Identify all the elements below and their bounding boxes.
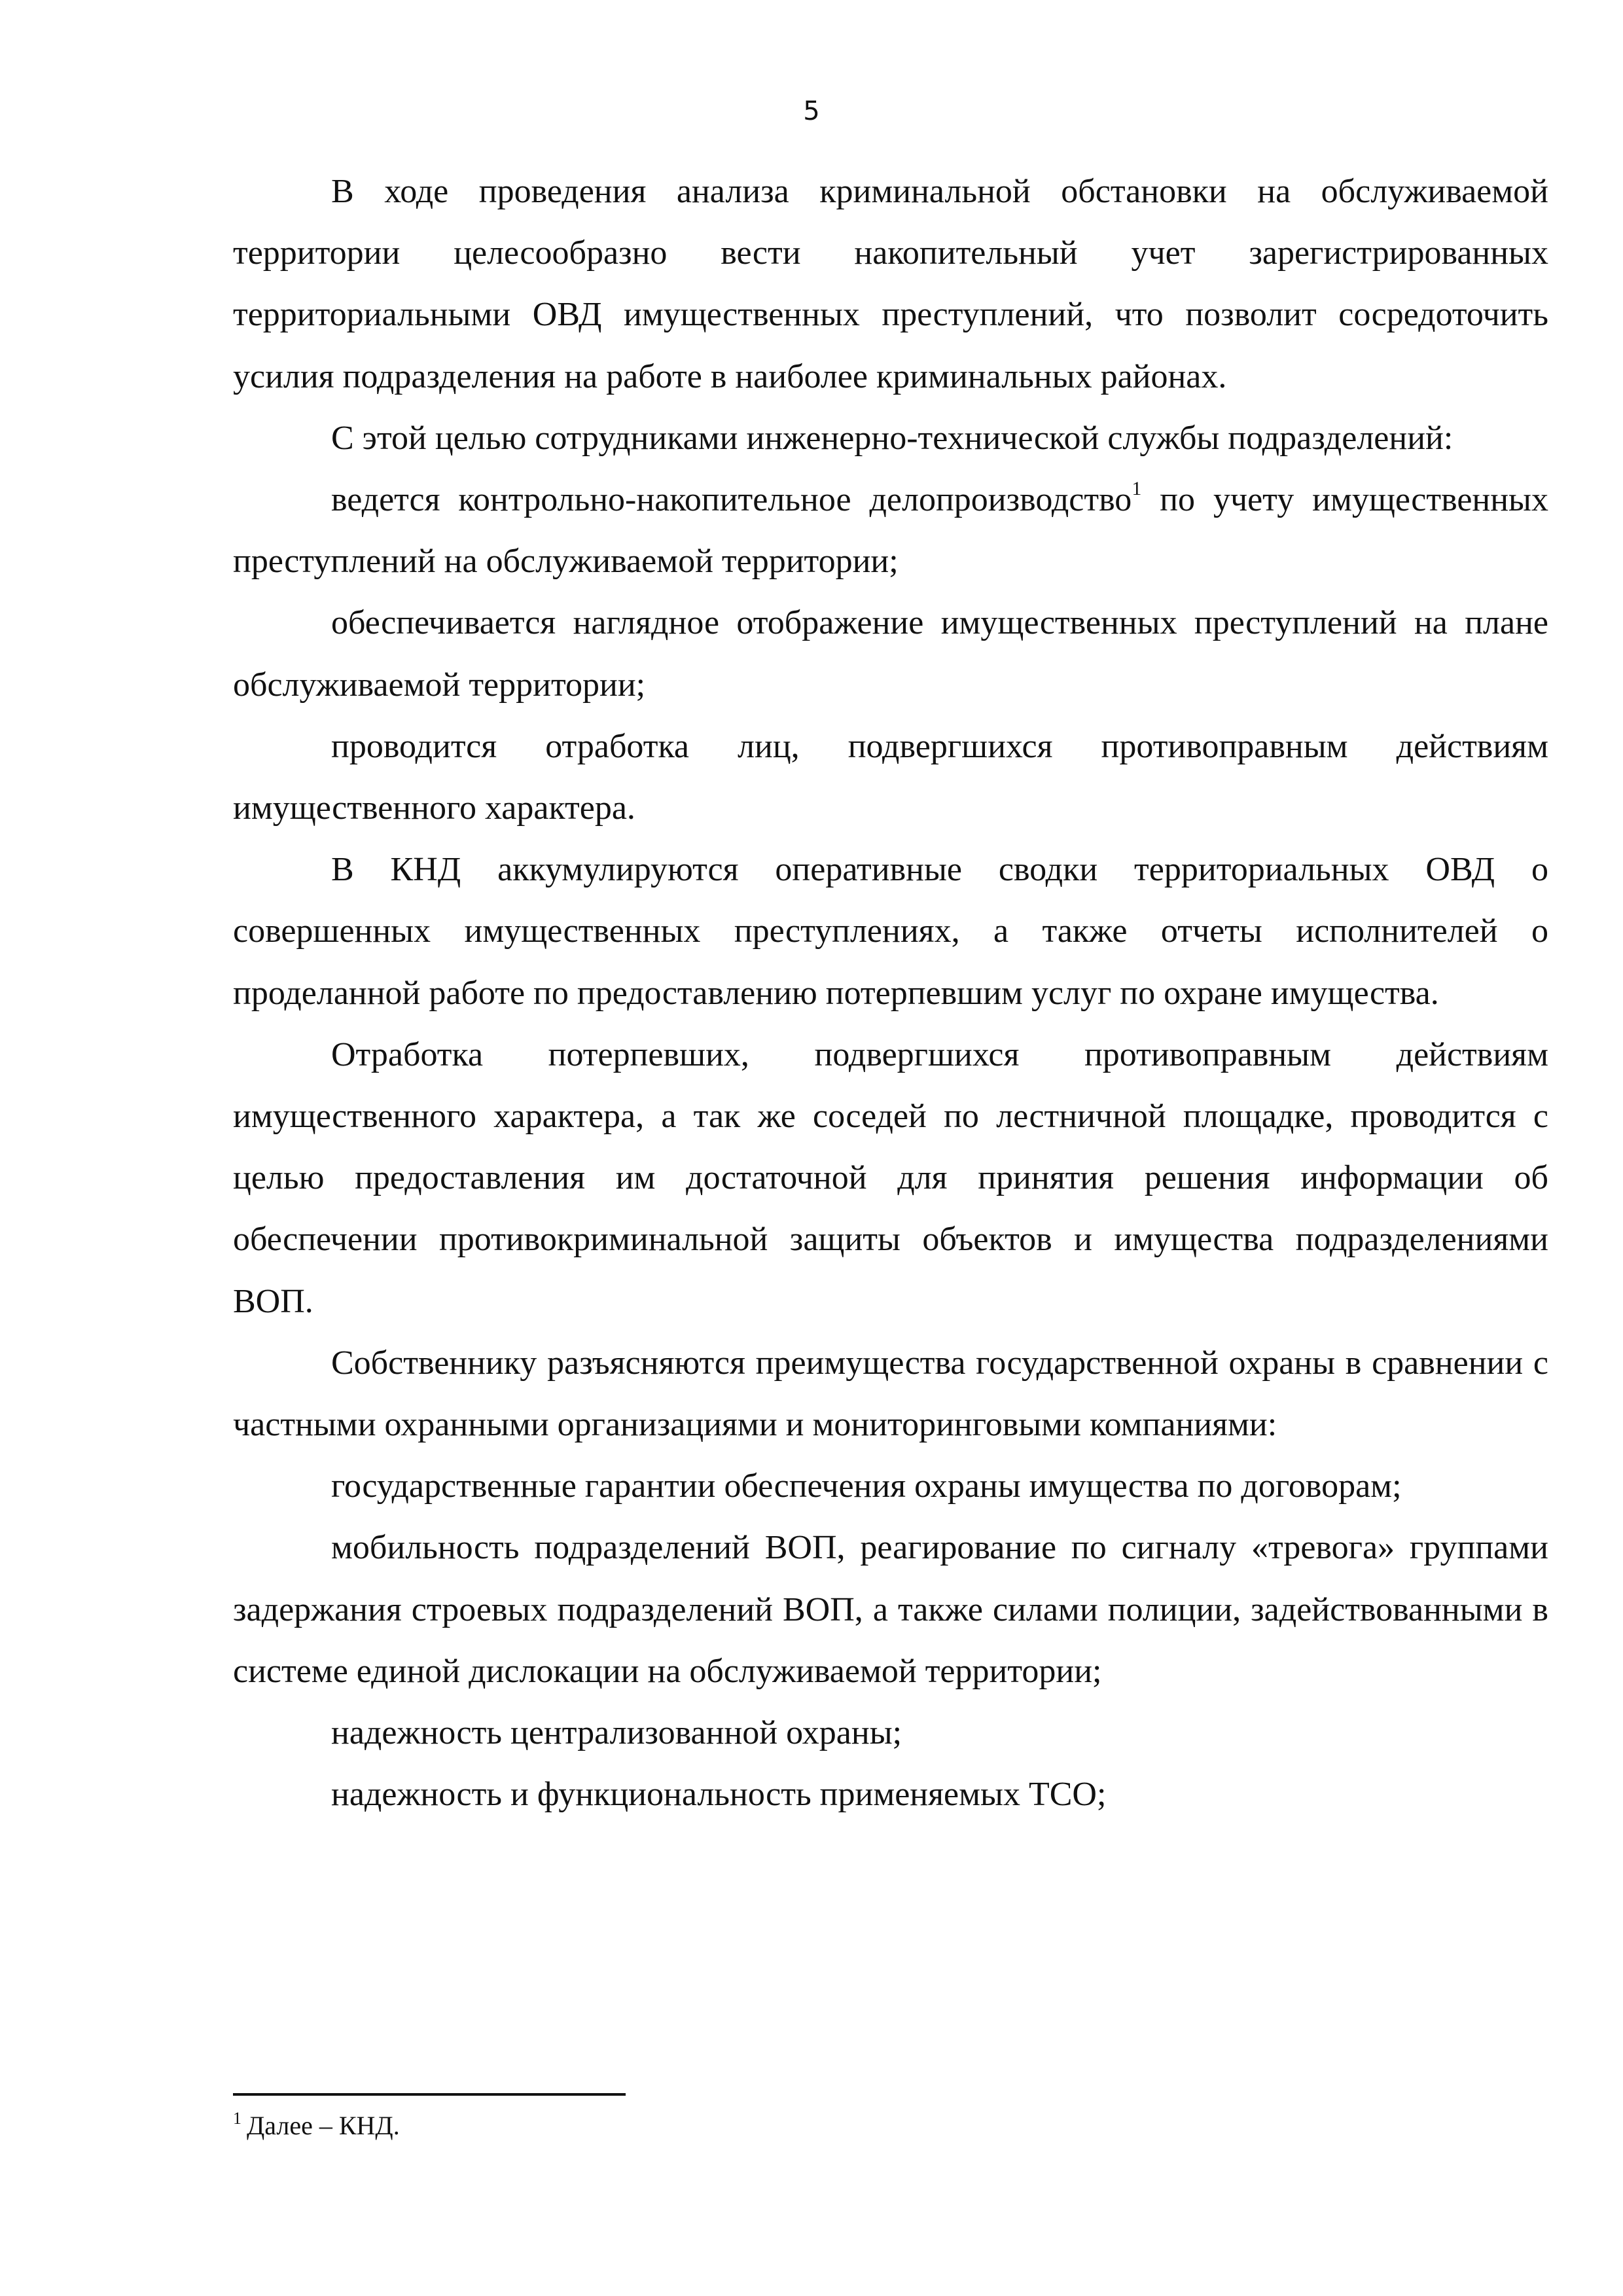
paragraph: надежность централизованной охраны; — [331, 1714, 902, 1752]
paragraph: мобильность подразделений ВОП, реагирование по сигналу «тревога» группами задержания строевых подразделений ВОП, а также силами полиции, задействованными в системе единой дислокации на обслуживаемой территории; — [233, 1529, 1548, 1690]
paragraph: проводится отработка лиц, подвергшихся противоправным действиям имущественного характера. — [233, 727, 1548, 827]
footnote-text: Далее – КНД. — [247, 2111, 400, 2140]
paragraph: В ходе проведения анализа криминальной обстановки на обслуживаемой территории целесообразно вести накопительный учет зарегистрированных территориальными ОВД имущественных преступлений, что позволит сосредоточить усилия подразделения на работе в наиболее криминальных районах. — [233, 173, 1548, 395]
paragraph: государственные гарантии обеспечения охраны имущества по договорам; — [331, 1467, 1402, 1505]
paragraph: Собственнику разъясняются преимущества государственной охраны в сравнении с частными охранными организациями и мониторинговыми компаниями: — [233, 1344, 1548, 1444]
paragraph: надежность и функциональность применяемых ТСО; — [331, 1776, 1107, 1814]
paragraph: С этой целью сотрудниками инженерно-технической службы подразделений: — [331, 419, 1454, 457]
footnote-reference: 1 — [1132, 478, 1142, 500]
footnote — [233, 2108, 1018, 2144]
paragraph: обеспечивается наглядное отображение имущественных преступлений на плане обслуживаемой территории; — [233, 604, 1548, 704]
paragraph: В КНД аккумулируются оперативные сводки территориальных ОВД о совершенных имущественных преступлениях, а также отчеты исполнителей о проделанной работе по предоставлению потерпевшим услуг по охране имущества. — [233, 851, 1548, 1012]
paragraph: Отработка потерпевших, подвергшихся противоправным действиям имущественного характера, а так же соседей по лестничной площадке, проводится с целью предоставления им достаточной для принятия решения информации об обеспечении противокриминальной защиты объектов и имущества подразделениями ВОП. — [233, 1035, 1548, 1320]
paragraph-text: по учету имущественных преступлений на обслуживаемой территории; — [233, 481, 1548, 581]
page-number: 5 — [803, 96, 820, 126]
document-body — [233, 161, 1548, 1825]
paragraph-text: ведется контрольно-накопительное делопроизводство — [331, 481, 1132, 519]
footnote-marker: 1 — [233, 2109, 241, 2128]
footnote-separator — [233, 2093, 626, 2096]
paragraph-with-footnote — [233, 469, 1548, 592]
